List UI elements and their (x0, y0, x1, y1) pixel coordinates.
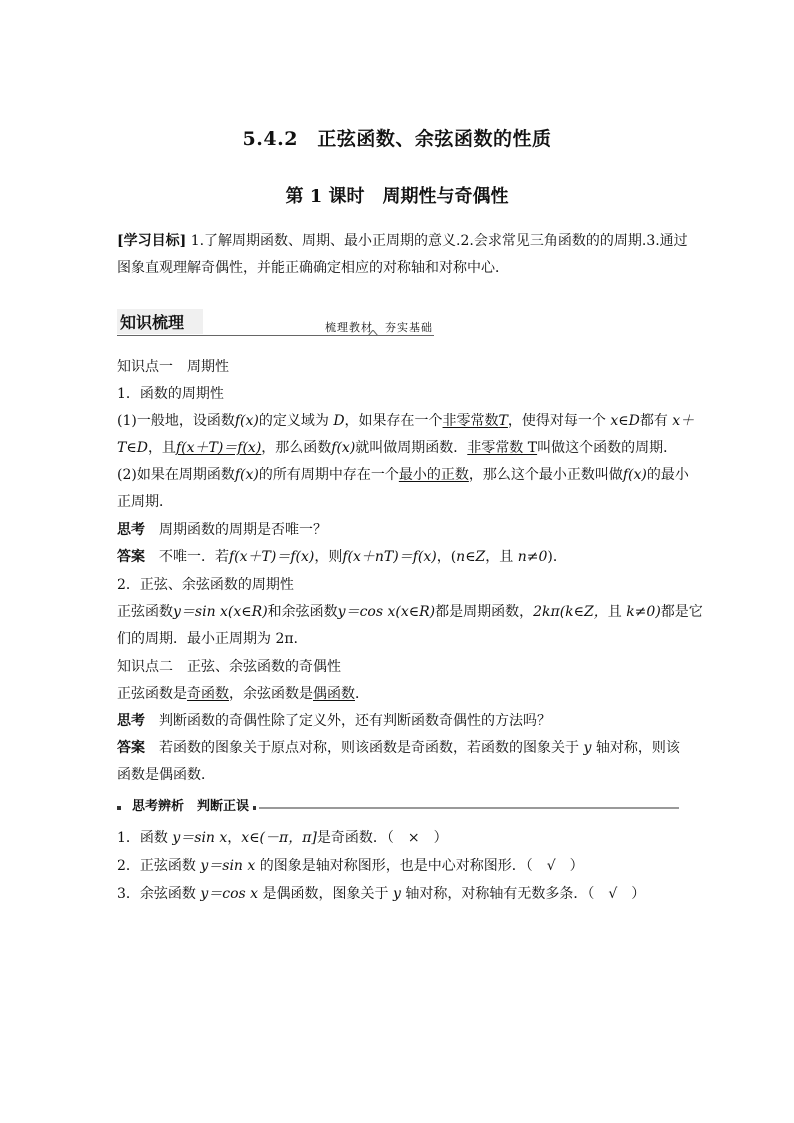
kp1-def-line-2: T∈D，且f(x＋T)＝f(x)，那么函数f(x)就叫做周期函数．非零常数 T叫做这个函数的周期． (117, 440, 678, 456)
kp1-answer: 答案 不唯一．若f(x＋T)＝f(x)，则f(x＋nT)＝f(x)，(n∈Z，且 n≠0)． (117, 549, 567, 565)
blank-nonzero-constant: 非零常数T (442, 413, 508, 429)
blank-even-function: 偶函数 (313, 686, 355, 702)
objectives-label: [学习目标] (117, 233, 187, 249)
kp1-def-line-1: (1)一般地，设函数f(x)的定义域为 D，如果存在一个非零常数T，使得对每一个 x∈D都有 x＋ (117, 413, 695, 429)
banner-notch-icon (368, 330, 378, 336)
judge-item-1: 1．函数 y＝sin x，x∈(－π，π]是奇函数．（ × ） (117, 830, 448, 846)
blank-periodic-identity: f(x＋T)＝f(x) (175, 440, 262, 456)
banner-title: 知识梳理 (120, 313, 185, 332)
banner-subtitle: 梳理教材 夯实基础 (325, 321, 433, 334)
kp2-answer-line-2: 函数是偶函数． (117, 767, 215, 783)
kp1-heading: 知识点一 周期性 (117, 359, 229, 375)
blank-odd-function: 奇函数 (187, 686, 229, 702)
kp2-heading: 知识点二 正弦、余弦函数的奇偶性 (117, 659, 341, 675)
kp1-s2-heading: 2．正弦、余弦函数的周期性 (117, 577, 294, 593)
kp2-answer-line-1: 答案 若函数的图象关于原点对称，则该函数是奇函数，若函数的图象关于 y 轴对称，则该 (117, 740, 680, 756)
kp1-min-period-line-2: 正周期． (117, 494, 173, 510)
kp1-trig-period-line-1: 正弦函数y＝sin x(x∈R)和余弦函数y＝cos x(x∈R)都是周期函数，2kπ(k∈Z，且 k≠0)都是它 (117, 604, 703, 620)
banner-divider (117, 335, 434, 336)
kp1-s1-heading: 1．函数的周期性 (117, 386, 224, 402)
blank-smallest-positive: 最小的正数 (398, 467, 469, 483)
lesson-title: 第 1 课时 周期性与奇偶性 (285, 186, 509, 207)
kp2-think: 思考 判断函数的奇偶性除了定义外，还有判断函数奇偶性的方法吗？ (117, 713, 551, 729)
objectives-line-1 (117, 231, 688, 251)
kp2-parity: 正弦函数是奇函数，余弦函数是偶函数． (117, 686, 369, 702)
kp1-min-period-line-1: (2)如果在周期函数f(x)的所有周期中存在一个最小的正数，那么这个最小正数叫做f(x)的最小 (117, 467, 689, 483)
judge-section-label: 思考辨析 判断正误 (128, 795, 253, 814)
kp1-think: 思考 周期函数的周期是否唯一？ (117, 522, 327, 538)
objectives-text-1: 1.了解周期函数、周期、最小正周期的意义.2.会求常见三角函数的的周期.3.通过 (186, 233, 688, 249)
blank-nonzero-T: 非零常数 T (467, 440, 538, 456)
kp1-trig-period-line-2: 们的周期．最小正周期为 2π. (117, 631, 299, 647)
judge-item-3: 3．余弦函数 y＝cos x 是偶函数，图象关于 y 轴对称，对称轴有无数多条．（ √ ） (117, 886, 646, 902)
judge-item-2: 2．正弦函数 y＝sin x 的图象是轴对称图形，也是中心对称图形．（ √ ） (117, 858, 584, 874)
objectives-line-2: 图象直观理解奇偶性，并能正确确定相应的对称轴和对称中心． (117, 260, 509, 276)
section-title: 5.4.2 正弦函数、余弦函数的性质 (242, 128, 552, 150)
